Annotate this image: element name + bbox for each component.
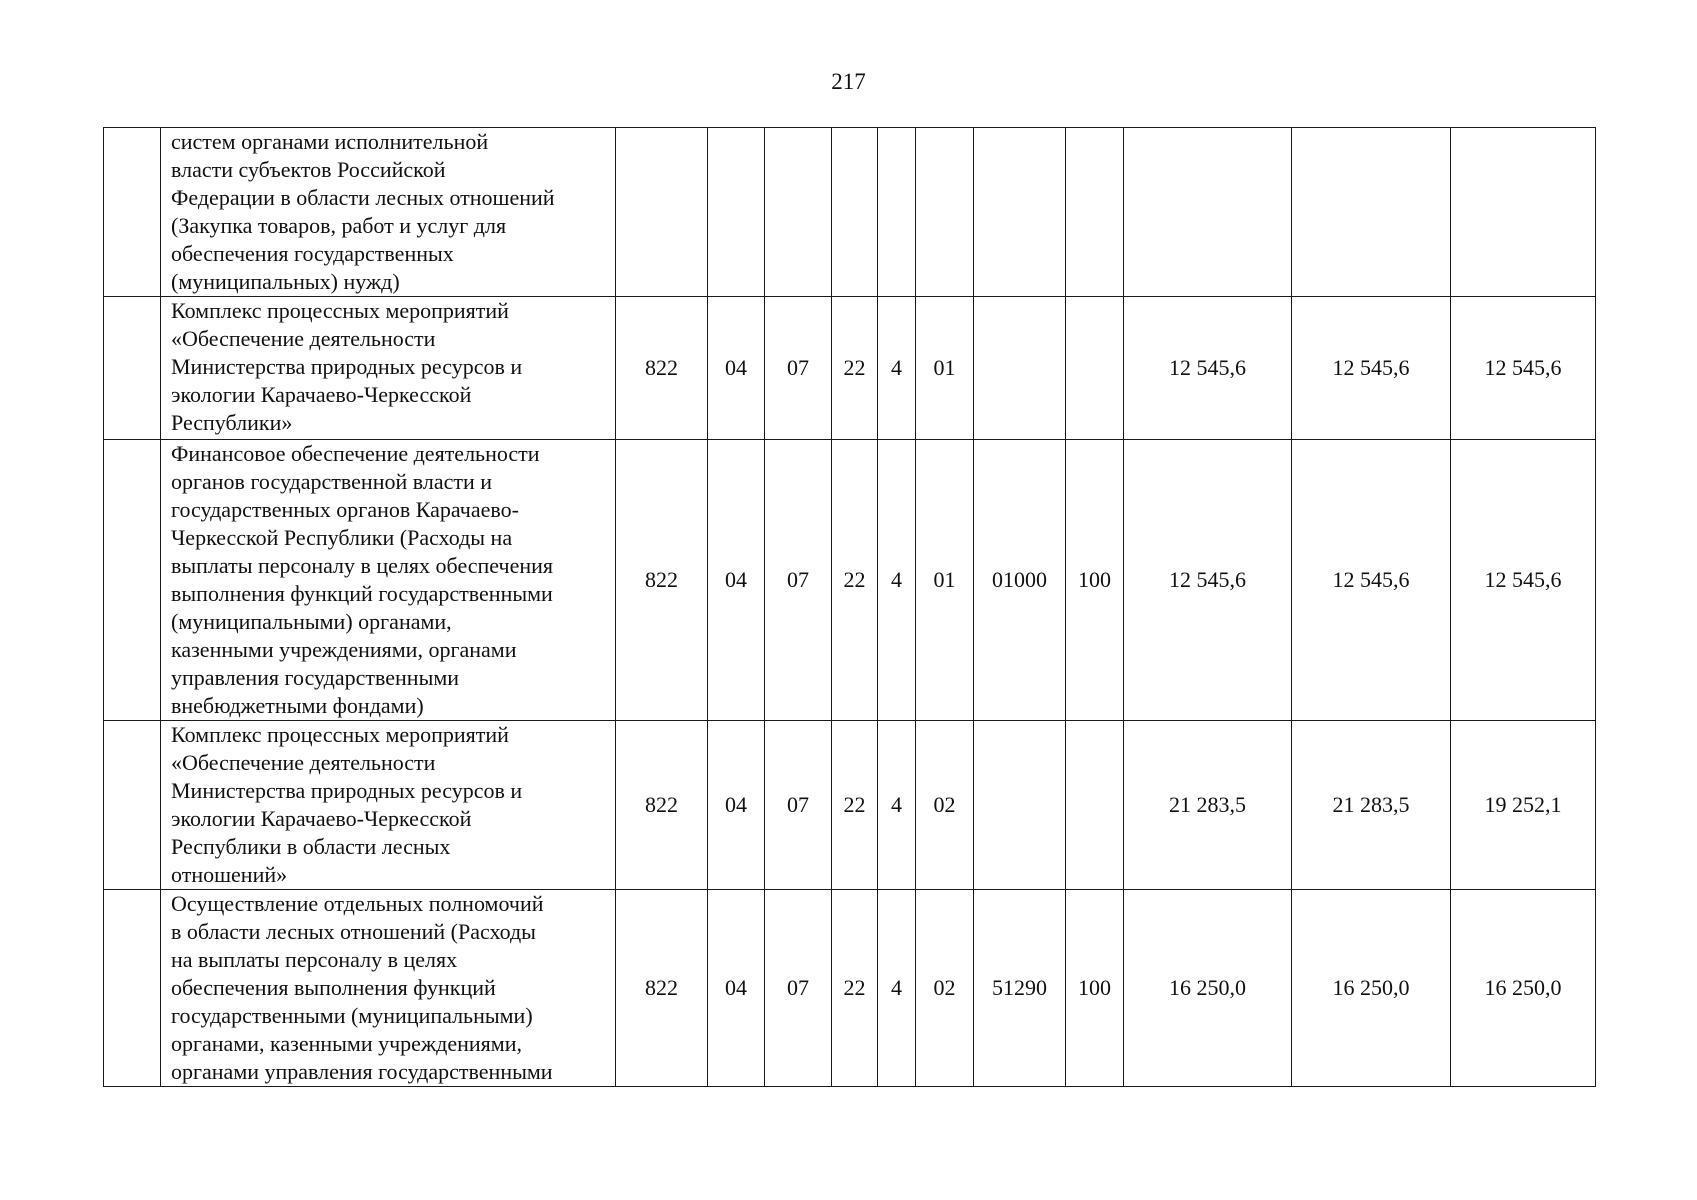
- amount-1-cell: 21 283,5: [1124, 721, 1292, 890]
- amount-2-cell: 12 545,6: [1292, 440, 1451, 721]
- description-cell: систем органами исполнительной власти субъектов Российской Федерации в области лесных отношений (Закупка товаров, работ и услуг для обеспечения государственных (муниципальных) нужд): [161, 128, 616, 297]
- row-number-cell: [104, 890, 161, 1087]
- program-type-cell: 4: [878, 440, 916, 721]
- program-element-cell: 02: [916, 721, 974, 890]
- table-row: [104, 128, 1596, 297]
- program-code-cell: 22: [832, 890, 878, 1087]
- ministry-code-cell: 822: [616, 721, 708, 890]
- table-row: [104, 890, 1596, 1087]
- amount-2-cell: 16 250,0: [1292, 890, 1451, 1087]
- program-type-cell: [878, 128, 916, 297]
- row-number-cell: [104, 128, 161, 297]
- amount-3-cell: 16 250,0: [1451, 890, 1596, 1087]
- page-number: 217: [831, 69, 866, 94]
- ministry-code-cell: 822: [616, 440, 708, 721]
- amount-3-cell: 12 545,6: [1451, 297, 1596, 440]
- program-type-cell: 4: [878, 890, 916, 1087]
- section-code-cell: 04: [708, 721, 765, 890]
- program-type-cell: 4: [878, 297, 916, 440]
- program-element-cell: 01: [916, 440, 974, 721]
- row-number-cell: [104, 297, 161, 440]
- direction-code-cell: 51290: [974, 890, 1066, 1087]
- table-row: [104, 721, 1596, 890]
- expense-type-cell: [1066, 721, 1124, 890]
- amount-3-cell: [1451, 128, 1596, 297]
- program-code-cell: 22: [832, 440, 878, 721]
- amount-1-cell: 16 250,0: [1124, 890, 1292, 1087]
- subsection-code-cell: 07: [765, 440, 832, 721]
- ministry-code-cell: 822: [616, 297, 708, 440]
- direction-code-cell: [974, 721, 1066, 890]
- direction-code-cell: [974, 128, 1066, 297]
- amount-3-cell: 12 545,6: [1451, 440, 1596, 721]
- program-element-cell: 02: [916, 890, 974, 1087]
- program-element-cell: [916, 128, 974, 297]
- description-cell: Осуществление отдельных полномочий в области лесных отношений (Расходы на выплаты персоналу в целях обеспечения выполнения функций государственными (муниципальными) органами, казенными учреждениями, органами управления государственными: [161, 890, 616, 1087]
- amount-2-cell: 21 283,5: [1292, 721, 1451, 890]
- direction-code-cell: [974, 297, 1066, 440]
- expense-type-cell: 100: [1066, 890, 1124, 1087]
- program-code-cell: 22: [832, 297, 878, 440]
- row-number-cell: [104, 440, 161, 721]
- section-code-cell: 04: [708, 297, 765, 440]
- expense-type-cell: [1066, 128, 1124, 297]
- amount-1-cell: 12 545,6: [1124, 297, 1292, 440]
- program-code-cell: 22: [832, 721, 878, 890]
- row-number-cell: [104, 721, 161, 890]
- expense-type-cell: 100: [1066, 440, 1124, 721]
- direction-code-cell: 01000: [974, 440, 1066, 721]
- subsection-code-cell: 07: [765, 297, 832, 440]
- program-type-cell: 4: [878, 721, 916, 890]
- subsection-code-cell: [765, 128, 832, 297]
- ministry-code-cell: [616, 128, 708, 297]
- expense-type-cell: [1066, 297, 1124, 440]
- amount-1-cell: [1124, 128, 1292, 297]
- section-code-cell: 04: [708, 440, 765, 721]
- table-row: [104, 297, 1596, 440]
- amount-1-cell: 12 545,6: [1124, 440, 1292, 721]
- amount-3-cell: 19 252,1: [1451, 721, 1596, 890]
- budget-table: [103, 127, 1596, 1087]
- description-cell: Комплекс процессных мероприятий «Обеспечение деятельности Министерства природных ресурсов и экологии Карачаево-Черкесской Республики»: [161, 297, 616, 440]
- description-cell: Финансовое обеспечение деятельности органов государственной власти и государственных органов Карачаево- Черкесской Республики (Расходы на выплаты персоналу в целях обеспечения выполнения функций государственными (муниципальными) органами, казенными учреждениями, органами управления государственными внебюджетными фондами): [161, 440, 616, 721]
- subsection-code-cell: 07: [765, 890, 832, 1087]
- program-element-cell: 01: [916, 297, 974, 440]
- amount-2-cell: 12 545,6: [1292, 297, 1451, 440]
- ministry-code-cell: 822: [616, 890, 708, 1087]
- subsection-code-cell: 07: [765, 721, 832, 890]
- amount-2-cell: [1292, 128, 1451, 297]
- section-code-cell: 04: [708, 890, 765, 1087]
- section-code-cell: [708, 128, 765, 297]
- table-row: [104, 440, 1596, 721]
- program-code-cell: [832, 128, 878, 297]
- description-cell: Комплекс процессных мероприятий «Обеспечение деятельности Министерства природных ресурсов и экологии Карачаево-Черкесской Республики в области лесных отношений»: [161, 721, 616, 890]
